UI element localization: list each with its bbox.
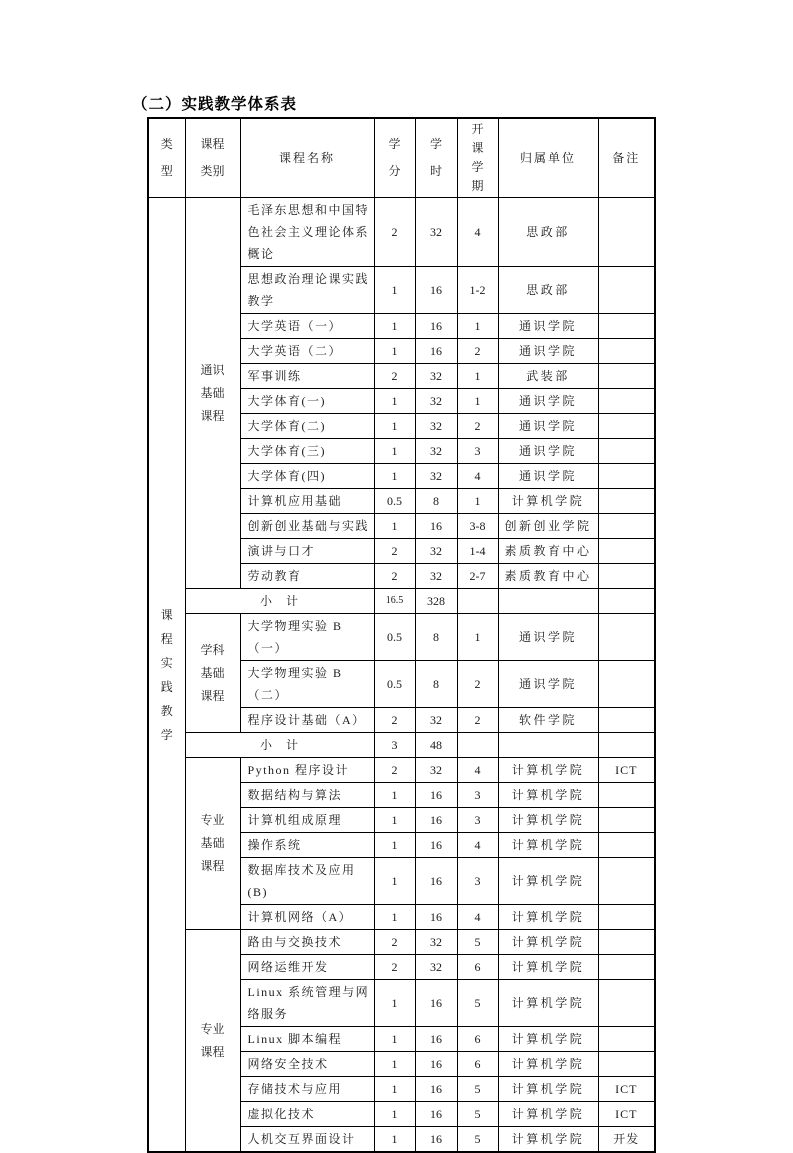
category-cell-label: 专业基础课程 — [200, 813, 225, 873]
course-name-cell: 大学英语（二） — [240, 339, 374, 364]
remark-cell — [598, 314, 655, 339]
credits-cell: 0.5 — [374, 661, 415, 708]
semester-cell: 3 — [457, 439, 498, 464]
remark-cell — [598, 1052, 655, 1077]
hours-cell: 32 — [415, 758, 457, 783]
credits-cell: 1 — [374, 339, 415, 364]
course-name-cell: 大学体育(三) — [240, 439, 374, 464]
semester-cell: 4 — [457, 198, 498, 267]
course-name-cell: 大学体育(四) — [240, 464, 374, 489]
semester-cell: 1 — [457, 389, 498, 414]
subtotal-unit-cell — [498, 733, 598, 758]
unit-cell: 通识学院 — [498, 389, 598, 414]
remark-cell — [598, 439, 655, 464]
semester-cell: 4 — [457, 758, 498, 783]
credits-cell: 1 — [374, 1102, 415, 1127]
remark-cell — [598, 414, 655, 439]
course-row — [148, 930, 655, 955]
hours-cell: 16 — [415, 1027, 457, 1052]
semester-cell: 6 — [457, 1027, 498, 1052]
type-cell-label: 课程实践教学 — [160, 607, 173, 742]
credits-cell: 1 — [374, 514, 415, 539]
course-row — [148, 758, 655, 783]
credits-cell: 1 — [374, 267, 415, 314]
remark-cell — [598, 564, 655, 589]
col-header-type — [148, 118, 185, 198]
unit-cell: 思政部 — [498, 267, 598, 314]
hours-cell: 16 — [415, 833, 457, 858]
unit-cell: 计算机学院 — [498, 783, 598, 808]
col-header-category — [185, 118, 240, 198]
remark-cell — [598, 858, 655, 905]
course-name-cell: 军事训练 — [240, 364, 374, 389]
subtotal-label-cell: 小 计 — [185, 733, 374, 758]
semester-cell: 3 — [457, 858, 498, 905]
subtotal-remark-cell — [598, 733, 655, 758]
hours-cell: 16 — [415, 267, 457, 314]
remark-cell — [598, 339, 655, 364]
semester-cell: 2 — [457, 414, 498, 439]
remark-cell — [598, 930, 655, 955]
remark-cell — [598, 955, 655, 980]
col-header-hours — [415, 118, 457, 198]
practice-teaching-table — [147, 117, 656, 1153]
unit-cell: 计算机学院 — [498, 1077, 598, 1102]
remark-cell — [598, 364, 655, 389]
col-header-semester-label: 开课学期 — [471, 122, 484, 193]
course-name-cell: 网络运维开发 — [240, 955, 374, 980]
category-cell — [185, 614, 240, 733]
unit-cell: 通识学院 — [498, 314, 598, 339]
unit-cell: 计算机学院 — [498, 905, 598, 930]
unit-cell: 计算机学院 — [498, 833, 598, 858]
hours-cell: 32 — [415, 564, 457, 589]
course-name-cell: 操作系统 — [240, 833, 374, 858]
remark-cell — [598, 661, 655, 708]
unit-cell: 计算机学院 — [498, 1127, 598, 1153]
hours-cell: 8 — [415, 489, 457, 514]
credits-cell: 2 — [374, 198, 415, 267]
unit-cell: 通识学院 — [498, 414, 598, 439]
col-header-semester — [457, 118, 498, 198]
credits-cell: 1 — [374, 905, 415, 930]
semester-cell: 4 — [457, 464, 498, 489]
credits-cell: 1 — [374, 808, 415, 833]
semester-cell: 1 — [457, 364, 498, 389]
course-row — [148, 198, 655, 267]
hours-cell: 16 — [415, 339, 457, 364]
course-name-cell: 大学体育(一) — [240, 389, 374, 414]
credits-cell: 1 — [374, 980, 415, 1027]
course-name-cell: 大学物理实验 B（一） — [240, 614, 374, 661]
unit-cell: 计算机学院 — [498, 980, 598, 1027]
credits-cell: 1 — [374, 833, 415, 858]
course-name-cell: 存储技术与应用 — [240, 1077, 374, 1102]
credits-cell: 1 — [374, 389, 415, 414]
unit-cell: 计算机学院 — [498, 930, 598, 955]
semester-cell: 2 — [457, 661, 498, 708]
category-cell — [185, 930, 240, 1153]
hours-cell: 32 — [415, 539, 457, 564]
credits-cell: 1 — [374, 1127, 415, 1153]
unit-cell: 计算机学院 — [498, 489, 598, 514]
semester-cell: 4 — [457, 905, 498, 930]
unit-cell: 思政部 — [498, 198, 598, 267]
course-name-cell: 计算机组成原理 — [240, 808, 374, 833]
semester-cell: 5 — [457, 930, 498, 955]
course-name-cell: 劳动教育 — [240, 564, 374, 589]
subtotal-credits-cell: 3 — [374, 733, 415, 758]
course-name-cell: 演讲与口才 — [240, 539, 374, 564]
subtotal-label-cell: 小 计 — [185, 589, 374, 614]
credits-cell: 2 — [374, 564, 415, 589]
section-title: （二）实践教学体系表 — [132, 96, 298, 113]
remark-cell — [598, 514, 655, 539]
semester-cell: 5 — [457, 980, 498, 1027]
credits-cell: 1 — [374, 783, 415, 808]
remark-cell — [598, 489, 655, 514]
remark-cell: 开发 — [598, 1127, 655, 1153]
unit-cell: 通识学院 — [498, 339, 598, 364]
category-cell-label: 学科基础课程 — [200, 642, 225, 703]
course-name-cell: 网络安全技术 — [240, 1052, 374, 1077]
subtotal-credits-cell: 16.5 — [374, 589, 415, 614]
col-header-hours-label: 学时 — [429, 137, 442, 178]
course-row — [148, 614, 655, 661]
unit-cell: 计算机学院 — [498, 858, 598, 905]
unit-cell: 武装部 — [498, 364, 598, 389]
hours-cell: 16 — [415, 1052, 457, 1077]
semester-cell: 5 — [457, 1127, 498, 1153]
course-name-cell: 人机交互界面设计 — [240, 1127, 374, 1153]
semester-cell: 6 — [457, 955, 498, 980]
credits-cell: 1 — [374, 439, 415, 464]
unit-cell: 计算机学院 — [498, 955, 598, 980]
hours-cell: 32 — [415, 955, 457, 980]
course-name-cell: Python 程序设计 — [240, 758, 374, 783]
hours-cell: 32 — [415, 414, 457, 439]
remark-cell — [598, 808, 655, 833]
course-name-cell: 数据结构与算法 — [240, 783, 374, 808]
hours-cell: 32 — [415, 389, 457, 414]
hours-cell: 16 — [415, 808, 457, 833]
subtotal-hours-cell: 328 — [415, 589, 457, 614]
col-header-course-name: 课程名称 — [240, 118, 374, 198]
credits-cell: 2 — [374, 539, 415, 564]
credits-cell: 1 — [374, 1052, 415, 1077]
subtotal-row — [148, 733, 655, 758]
hours-cell: 8 — [415, 614, 457, 661]
header-row — [148, 118, 655, 198]
course-name-cell: 大学物理实验 B（二） — [240, 661, 374, 708]
unit-cell: 通识学院 — [498, 464, 598, 489]
remark-cell — [598, 464, 655, 489]
semester-cell: 5 — [457, 1077, 498, 1102]
hours-cell: 16 — [415, 905, 457, 930]
credits-cell: 1 — [374, 1077, 415, 1102]
semester-cell: 6 — [457, 1052, 498, 1077]
remark-cell — [598, 708, 655, 733]
credits-cell: 0.5 — [374, 614, 415, 661]
remark-cell — [598, 198, 655, 267]
semester-cell: 1 — [457, 314, 498, 339]
hours-cell: 32 — [415, 930, 457, 955]
unit-cell: 通识学院 — [498, 661, 598, 708]
subtotal-remark-cell — [598, 589, 655, 614]
credits-cell: 2 — [374, 708, 415, 733]
credits-cell: 0.5 — [374, 489, 415, 514]
semester-cell: 3 — [457, 783, 498, 808]
subtotal-semester-cell — [457, 733, 498, 758]
unit-cell: 计算机学院 — [498, 1027, 598, 1052]
remark-cell — [598, 905, 655, 930]
unit-cell: 通识学院 — [498, 439, 598, 464]
unit-cell: 计算机学院 — [498, 808, 598, 833]
unit-cell: 素质教育中心 — [498, 539, 598, 564]
remark-cell — [598, 833, 655, 858]
course-name-cell: Linux 脚本编程 — [240, 1027, 374, 1052]
semester-cell: 4 — [457, 833, 498, 858]
remark-cell: ICT — [598, 1077, 655, 1102]
semester-cell: 2-7 — [457, 564, 498, 589]
credits-cell: 1 — [374, 314, 415, 339]
remark-cell — [598, 389, 655, 414]
credits-cell: 1 — [374, 1027, 415, 1052]
category-cell — [185, 198, 240, 589]
semester-cell: 2 — [457, 708, 498, 733]
unit-cell: 计算机学院 — [498, 1052, 598, 1077]
hours-cell: 32 — [415, 708, 457, 733]
remark-cell — [598, 614, 655, 661]
semester-cell: 3 — [457, 808, 498, 833]
course-name-cell: 虚拟化技术 — [240, 1102, 374, 1127]
unit-cell: 创新创业学院 — [498, 514, 598, 539]
col-header-credits — [374, 118, 415, 198]
hours-cell: 16 — [415, 858, 457, 905]
remark-cell — [598, 783, 655, 808]
remark-cell — [598, 539, 655, 564]
credits-cell: 2 — [374, 364, 415, 389]
type-cell — [148, 198, 185, 1153]
unit-cell: 软件学院 — [498, 708, 598, 733]
semester-cell: 2 — [457, 339, 498, 364]
unit-cell: 素质教育中心 — [498, 564, 598, 589]
unit-cell: 计算机学院 — [498, 1102, 598, 1127]
semester-cell: 5 — [457, 1102, 498, 1127]
subtotal-hours-cell: 48 — [415, 733, 457, 758]
course-name-cell: 程序设计基础（A） — [240, 708, 374, 733]
hours-cell: 32 — [415, 464, 457, 489]
remark-cell: ICT — [598, 758, 655, 783]
course-name-cell: 思想政治理论课实践教学 — [240, 267, 374, 314]
course-name-cell: 计算机应用基础 — [240, 489, 374, 514]
course-name-cell: 毛泽东思想和中国特色社会主义理论体系概论 — [240, 198, 374, 267]
credits-cell: 2 — [374, 930, 415, 955]
remark-cell — [598, 980, 655, 1027]
hours-cell: 32 — [415, 439, 457, 464]
col-header-category-label: 课程类别 — [200, 137, 225, 178]
unit-cell: 计算机学院 — [498, 758, 598, 783]
hours-cell: 16 — [415, 314, 457, 339]
category-cell-label: 专业课程 — [200, 1021, 225, 1059]
hours-cell: 16 — [415, 514, 457, 539]
hours-cell: 16 — [415, 783, 457, 808]
col-header-unit: 归属单位 — [498, 118, 598, 198]
subtotal-unit-cell — [498, 589, 598, 614]
semester-cell: 1 — [457, 614, 498, 661]
course-name-cell: 计算机网络（A） — [240, 905, 374, 930]
course-name-cell: Linux 系统管理与网络服务 — [240, 980, 374, 1027]
subtotal-semester-cell — [457, 589, 498, 614]
credits-cell: 2 — [374, 758, 415, 783]
semester-cell: 1-2 — [457, 267, 498, 314]
hours-cell: 16 — [415, 980, 457, 1027]
hours-cell: 32 — [415, 364, 457, 389]
unit-cell: 通识学院 — [498, 614, 598, 661]
course-name-cell: 大学体育(二) — [240, 414, 374, 439]
subtotal-row — [148, 589, 655, 614]
col-header-remark: 备注 — [598, 118, 655, 198]
col-header-credits-label: 学分 — [388, 137, 401, 178]
credits-cell: 1 — [374, 464, 415, 489]
remark-cell: ICT — [598, 1102, 655, 1127]
credits-cell: 1 — [374, 414, 415, 439]
hours-cell: 16 — [415, 1127, 457, 1153]
remark-cell — [598, 267, 655, 314]
credits-cell: 1 — [374, 858, 415, 905]
semester-cell: 1-4 — [457, 539, 498, 564]
course-name-cell: 数据库技术及应用(B) — [240, 858, 374, 905]
credits-cell: 2 — [374, 955, 415, 980]
hours-cell: 16 — [415, 1077, 457, 1102]
course-name-cell: 路由与交换技术 — [240, 930, 374, 955]
course-name-cell: 大学英语（一） — [240, 314, 374, 339]
remark-cell — [598, 1027, 655, 1052]
category-cell-label: 通识基础课程 — [200, 362, 225, 423]
col-header-type-label: 类型 — [160, 137, 173, 178]
hours-cell: 16 — [415, 1102, 457, 1127]
category-cell — [185, 758, 240, 930]
semester-cell: 3-8 — [457, 514, 498, 539]
hours-cell: 32 — [415, 198, 457, 267]
semester-cell: 1 — [457, 489, 498, 514]
course-name-cell: 创新创业基础与实践 — [240, 514, 374, 539]
hours-cell: 8 — [415, 661, 457, 708]
